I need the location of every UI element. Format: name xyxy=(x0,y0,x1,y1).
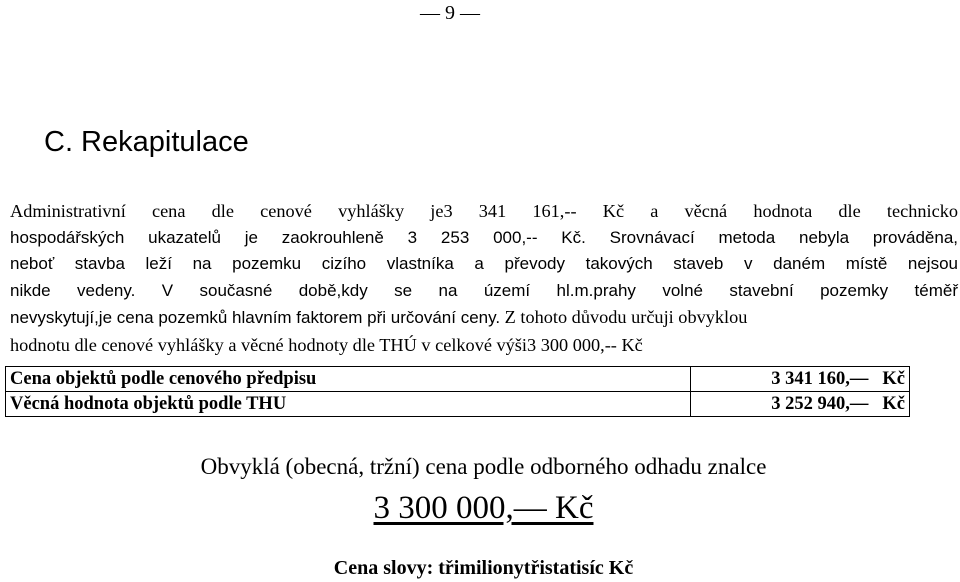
section-heading: C. Rekapitulace xyxy=(44,126,249,158)
paragraph-line-6: hodnotu dle cenové vyhlášky a věcné hodnoty dle THÚ v celkové výši3 300 000,-- Kč xyxy=(10,334,643,355)
market-value-amount: 3 300 000,— Kč xyxy=(373,490,594,526)
market-value-label: Obvyklá (obecná, tržní) cena podle odborného odhadu znalce xyxy=(200,454,767,479)
table-row xyxy=(6,392,910,417)
row-amount xyxy=(771,367,868,391)
recap-paragraph xyxy=(10,198,958,358)
row-currency: Kč xyxy=(882,369,905,389)
row-currency: Kč xyxy=(882,394,905,414)
row-value-price-by-regulation xyxy=(691,367,910,392)
paragraph-line-5-part-b: Z tohoto důvodu určuji obvyklou xyxy=(500,307,748,327)
page-number: — 9 — xyxy=(420,2,480,24)
paragraph-line-2: hospodářských ukazatelů je zaokrouhleně 3 253 000,-- Kč. Srovnávací metoda nebyla prováděna, xyxy=(10,227,958,247)
row-value-material-value xyxy=(691,392,910,417)
row-amount xyxy=(771,392,868,416)
valuation-summary-table xyxy=(5,366,910,417)
paragraph-line-1: Administrativní cena dle cenové vyhlášky je3 341 161,-- Kč a věcná hodnota dle technicko xyxy=(10,201,958,221)
amount-dash: — xyxy=(849,369,869,389)
row-label-material-value: Věcná hodnota objektů podle THU xyxy=(6,392,691,417)
paragraph-line-4: nikde vedeny. V současné době,kdy se na území hl.m.prahy volné stavební pozemky téměř xyxy=(10,280,958,300)
paragraph-line-5-part-a: nevyskytují,je cena pozemků hlavním faktorem při určování ceny. xyxy=(10,308,501,327)
row-label-price-by-regulation: Cena objektů podle cenového předpisu xyxy=(6,367,691,392)
table-row xyxy=(6,367,910,392)
paragraph-line-3: neboť stavba leží na pozemku cizího vlastníka a převody takových staveb v daném místě nejsou xyxy=(10,254,958,273)
amount-number: 3 252 940, xyxy=(771,394,850,414)
amount-number: 3 341 160, xyxy=(771,369,850,389)
paragraph-line-5 xyxy=(10,304,958,332)
price-in-words: Cena slovy: třimilionytřistatisíc Kč xyxy=(333,557,634,579)
amount-dash: — xyxy=(849,394,869,414)
